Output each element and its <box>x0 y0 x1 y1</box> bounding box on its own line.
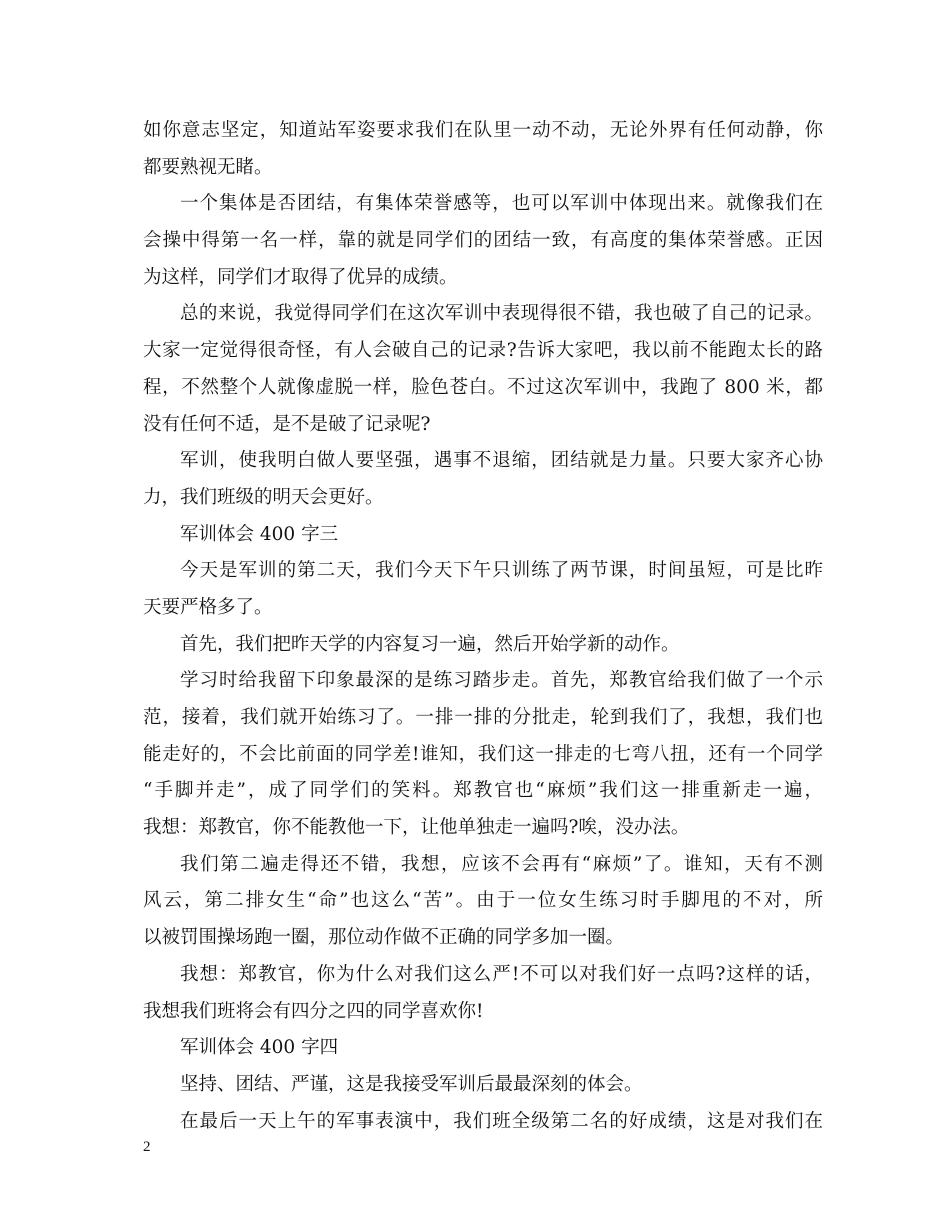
paragraph-start-line: 总的来说，我觉得同学们在这次军训中表现得很不错，我也破了自己的记录。 <box>180 303 823 325</box>
text-line: 范，接着，我们就开始练习了。一排一排的分批走，轮到我们了，我想，我们也 <box>143 707 823 728</box>
section-heading: 军训体会 400 字三 <box>180 523 339 545</box>
paragraph-start-line: 坚持、团结、严谨，这是我接受军训后最最深刻的体会。 <box>180 1073 643 1095</box>
document-body <box>143 113 823 1140</box>
text-line: 程，不然整个人就像虚脱一样，脸色苍白。不过这次军训中，我跑了 800 米，都 <box>143 376 823 398</box>
paragraph-start-line: 学习时给我留下印象最深的是练习踏步走。首先，郑教官给我们做了一个示 <box>180 670 823 692</box>
text-line: 风云，第二排女生“命”也这么“苦”。由于一位女生练习时手脚甩的不对，所 <box>143 890 823 912</box>
text-line: 能走好的，不会比前面的同学差!谁知，我们这一排走的七弯八扭，还有一个同学 <box>143 743 823 765</box>
paragraph-start-line: 我们第二遍走得还不错，我想，应该不会再有“麻烦”了。谁知，天有不测 <box>180 853 823 875</box>
text-line: 大家一定觉得很奇怪，有人会破自己的记录?告诉大家吧，我以前不能跑太长的路 <box>143 340 823 362</box>
text-line: 力，我们班级的明天会更好。 <box>143 486 384 508</box>
paragraph-start-line: 一个集体是否团结，有集体荣誉感等，也可以军训中体现出来。就像我们在 <box>180 193 823 215</box>
text-line: 没有任何不适，是不是破了记录呢? <box>143 413 431 435</box>
text-line: “手脚并走”，成了同学们的笑料。郑教官也“麻烦”我们这一排重新走一遍， <box>143 780 823 802</box>
text-line: 我想：郑教官，你不能教他一下，让他单独走一遍吗?唉，没办法。 <box>143 817 690 839</box>
text-line: 为这样，同学们才取得了优异的成绩。 <box>143 266 458 288</box>
paragraph-start-line: 我想：郑教官，你为什么对我们这么严!不可以对我们好一点吗?这样的话， <box>180 963 823 985</box>
text-line: 以被罚围操场跑一圈，那位动作做不正确的同学多加一圈。 <box>143 927 625 949</box>
text-line: 天要严格多了。 <box>143 596 273 618</box>
text-line: 都要熟视无睹。 <box>143 156 273 178</box>
text-line: 如你意志坚定，知道站军姿要求我们在队里一动不动，无论外界有任何动静，你 <box>143 120 823 141</box>
section-heading: 军训体会 400 字四 <box>180 1037 339 1059</box>
text-line: 会操中得第一名一样，靠的就是同学们的团结一致，有高度的集体荣誉感。正因 <box>143 230 823 252</box>
paragraph-start-line: 首先，我们把昨天学的内容复习一遍，然后开始学新的动作。 <box>180 633 680 655</box>
paragraph-start-line: 军训，使我明白做人要坚强，遇事不退缩，团结就是力量。只要大家齐心协 <box>180 450 823 472</box>
paragraph-start-line: 在最后一天上午的军事表演中，我们班全级第二名的好成绩，这是对我们在 <box>180 1110 823 1132</box>
paragraph-start-line: 今天是军训的第二天，我们今天下午只训练了两节课，时间虽短，可是比昨 <box>180 560 823 582</box>
page-number: 2 <box>143 1139 151 1155</box>
text-line: 我想我们班将会有四分之四的同学喜欢你! <box>143 1000 484 1022</box>
